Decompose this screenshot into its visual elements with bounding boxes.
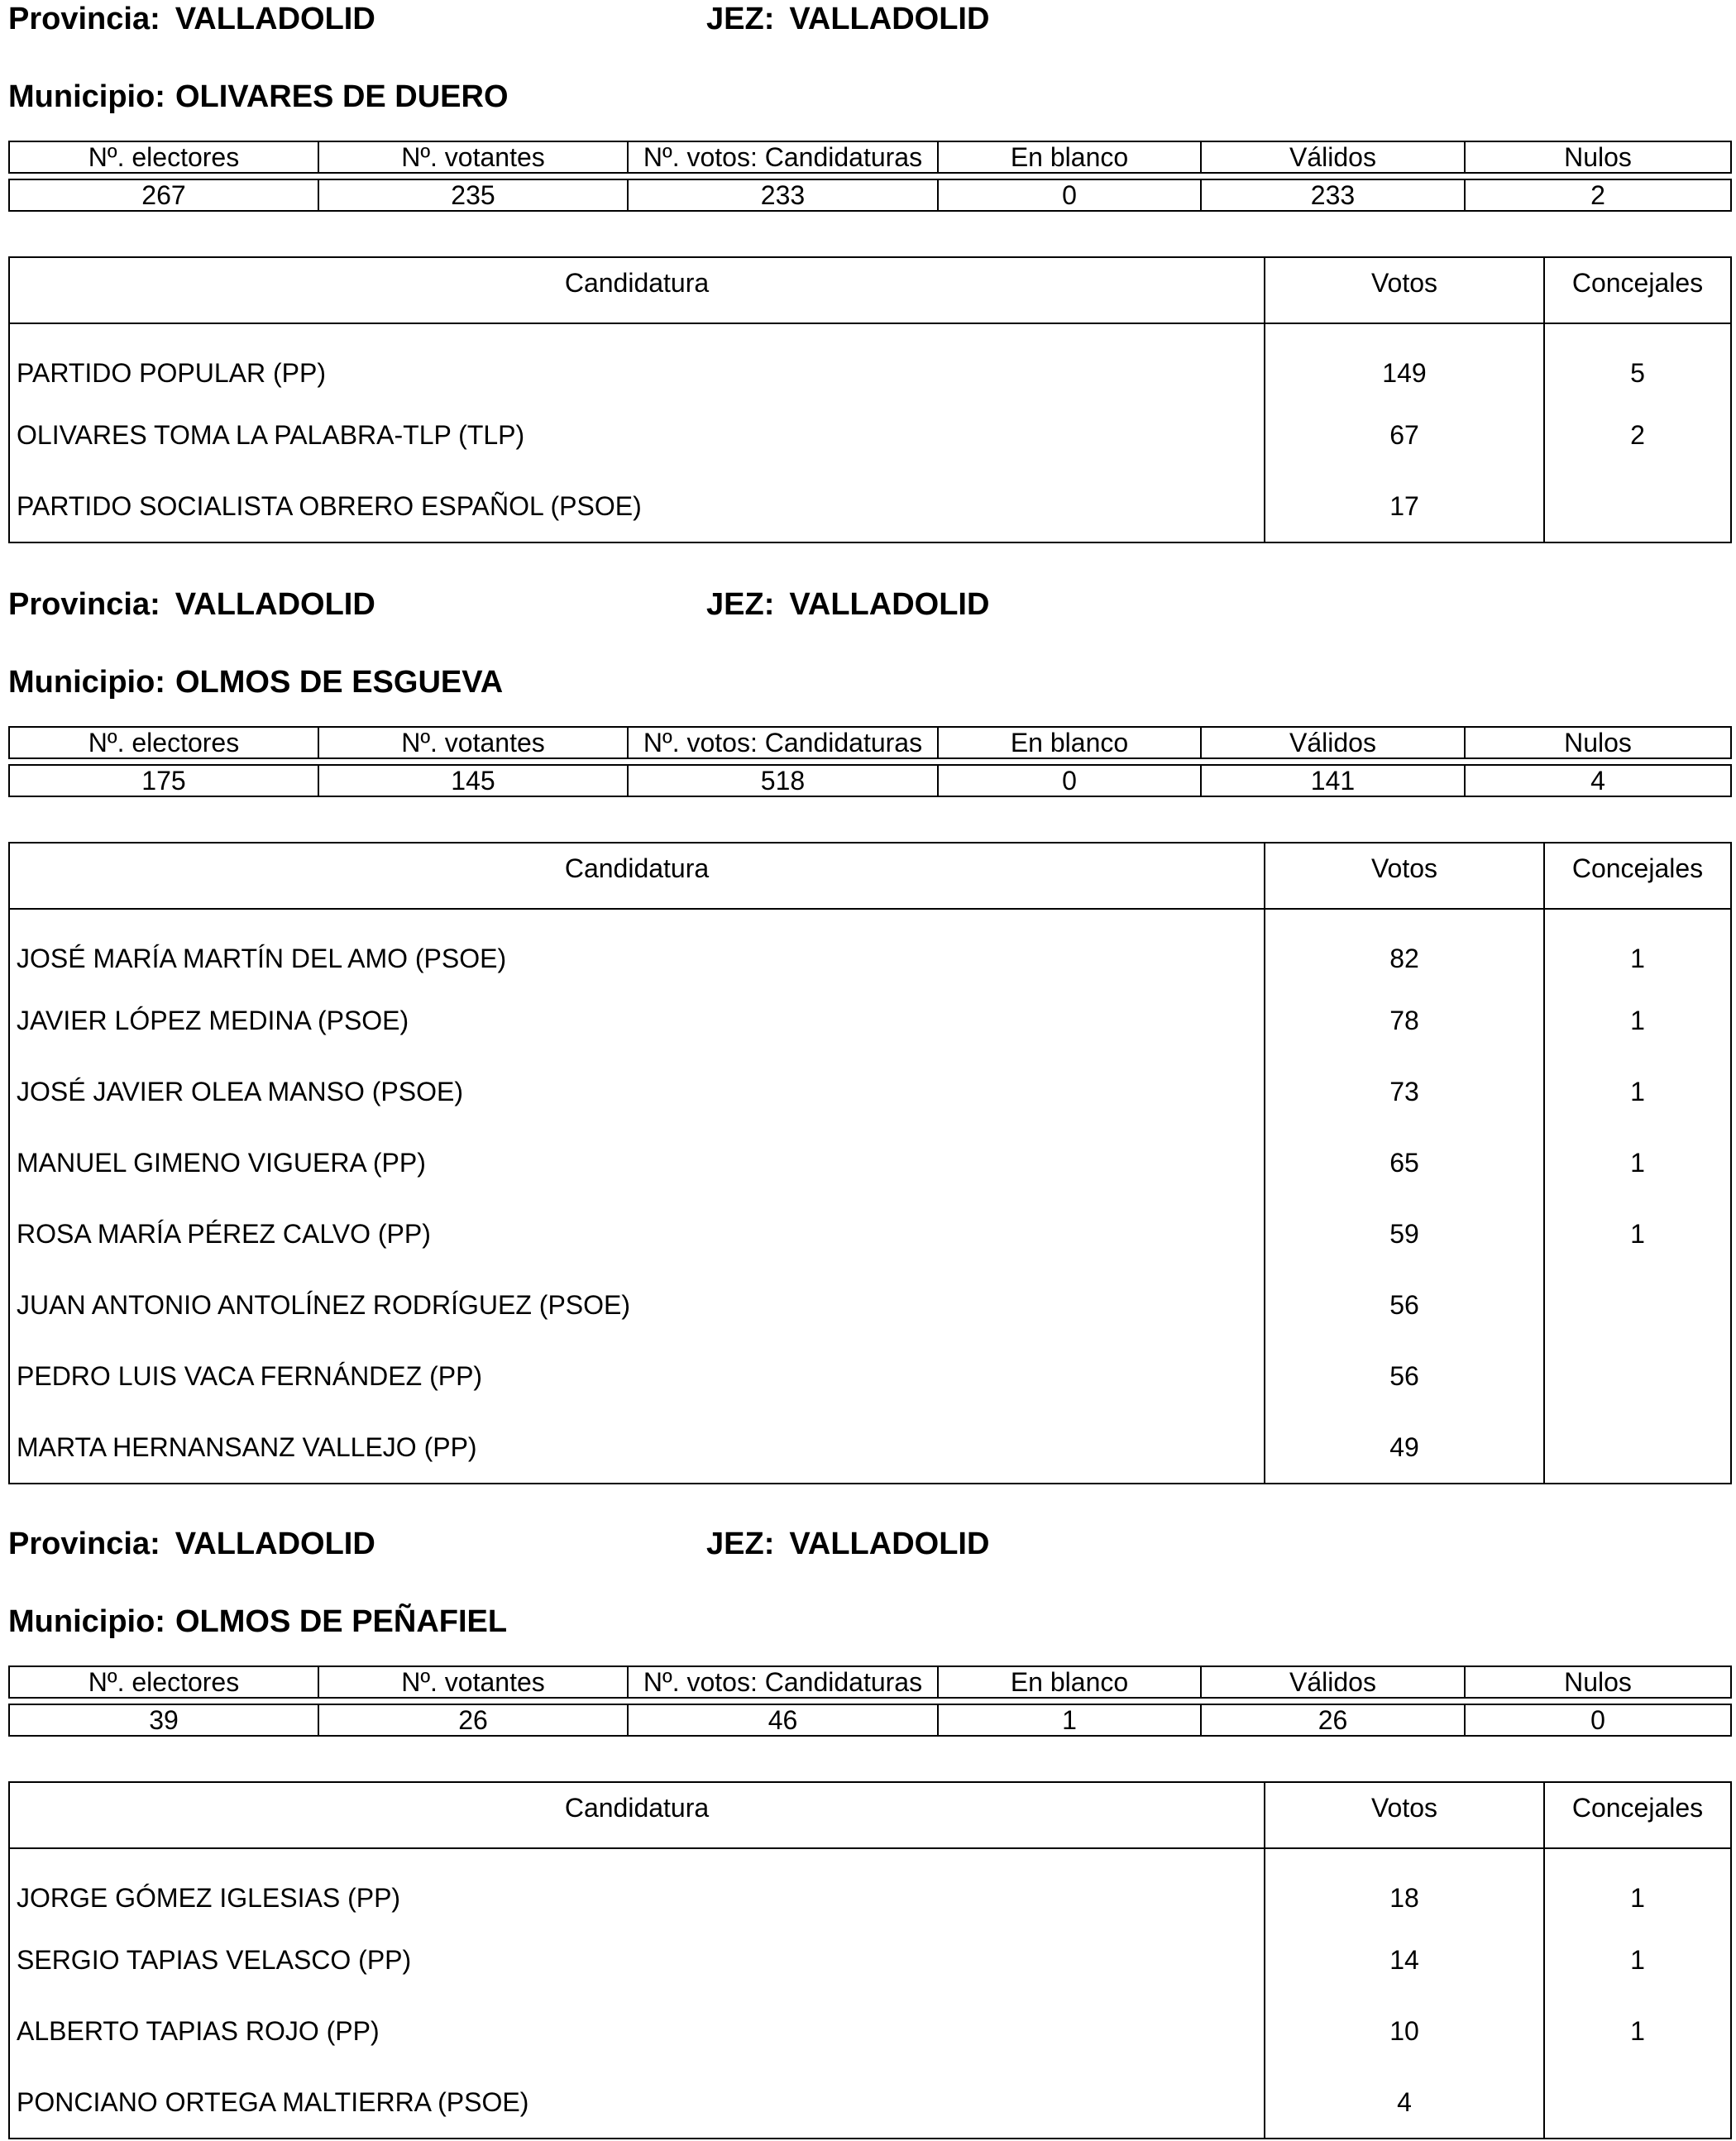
stats-header-cell: Nº. votantes [318, 727, 628, 758]
gap-cell [318, 1698, 628, 1704]
stats-value-cell: 26 [318, 1704, 628, 1736]
gap-cell [9, 758, 318, 765]
candidate-concejales: 5 [1544, 323, 1731, 399]
jez-heading [706, 3, 989, 35]
candidate-concejales [1544, 1412, 1731, 1484]
stats-gap [9, 173, 1731, 179]
gap-cell [1465, 173, 1731, 179]
candidate-name: JORGE GÓMEZ IGLESIAS (PP) [9, 1848, 1265, 1924]
provincia-label: Provincia: [8, 587, 160, 622]
stats-value-cell: 145 [318, 765, 628, 796]
candidates-header-cell: Candidatura [9, 1782, 1265, 1848]
candidate-votos: 82 [1265, 909, 1544, 985]
stats-value-cell: 4 [1465, 765, 1731, 796]
gap-cell [628, 1698, 938, 1704]
candidate-votos: 49 [1265, 1412, 1544, 1484]
candidate-name: OLIVARES TOMA LA PALABRA-TLP (TLP) [9, 399, 1265, 471]
candidate-concejales: 1 [1544, 1198, 1731, 1269]
candidates-table [8, 1781, 1732, 2139]
candidates-table [8, 842, 1732, 1484]
candidate-concejales [1544, 2067, 1731, 2139]
municipio-value: OLMOS DE PEÑAFIEL [175, 1604, 508, 1639]
stats-header-cell: Nº. electores [9, 1666, 318, 1698]
candidate-concejales [1544, 1341, 1731, 1412]
stats-header-cell: Nº. votos: Candidaturas [628, 727, 938, 758]
jez-label: JEZ: [706, 1527, 775, 1561]
candidate-row [9, 1412, 1731, 1484]
gap-cell [1201, 758, 1465, 765]
stats-value-cell: 0 [1465, 1704, 1731, 1736]
candidate-name: ALBERTO TAPIAS ROJO (PP) [9, 1995, 1265, 2067]
candidate-votos: 56 [1265, 1341, 1544, 1412]
stats-header-cell: Nº. votantes [318, 141, 628, 173]
candidate-name: MANUEL GIMENO VIGUERA (PP) [9, 1127, 1265, 1198]
stats-gap [9, 758, 1731, 765]
provincia-value: VALLADOLID [175, 2, 375, 36]
candidate-name: PARTIDO SOCIALISTA OBRERO ESPAÑOL (PSOE) [9, 471, 1265, 542]
candidate-row [9, 1269, 1731, 1341]
stats-header-row [9, 1666, 1731, 1698]
candidate-votos: 73 [1265, 1056, 1544, 1127]
municipio-value: OLIVARES DE DUERO [175, 79, 509, 114]
municipio-label: Municipio: [8, 1604, 165, 1639]
stats-header-row [9, 727, 1731, 758]
jez-value: VALLADOLID [789, 1527, 990, 1561]
municipio-value: OLMOS DE ESGUEVA [175, 665, 504, 700]
candidates-header-cell: Concejales [1544, 843, 1731, 909]
candidate-row [9, 1198, 1731, 1269]
candidate-name: JOSÉ JAVIER OLEA MANSO (PSOE) [9, 1056, 1265, 1127]
municipio-heading [8, 1606, 507, 1637]
gap-cell [318, 173, 628, 179]
candidate-votos: 78 [1265, 985, 1544, 1056]
candidate-name: ROSA MARÍA PÉREZ CALVO (PP) [9, 1198, 1265, 1269]
candidate-name: JAVIER LÓPEZ MEDINA (PSOE) [9, 985, 1265, 1056]
stats-value-row [9, 179, 1731, 211]
gap-cell [9, 173, 318, 179]
municipio-label: Municipio: [8, 665, 165, 700]
candidate-votos: 4 [1265, 2067, 1544, 2139]
candidate-votos: 56 [1265, 1269, 1544, 1341]
stats-value-cell: 233 [628, 179, 938, 211]
municipio-heading [8, 81, 509, 112]
candidate-votos: 59 [1265, 1198, 1544, 1269]
jez-value: VALLADOLID [789, 587, 990, 622]
stats-header-cell: En blanco [938, 141, 1201, 173]
jez-value: VALLADOLID [789, 2, 990, 36]
jez-label: JEZ: [706, 587, 775, 622]
stats-header-cell: Válidos [1201, 1666, 1465, 1698]
candidate-votos: 18 [1265, 1848, 1544, 1924]
candidate-name: SERGIO TAPIAS VELASCO (PP) [9, 1924, 1265, 1995]
stats-header-cell: Nº. votantes [318, 1666, 628, 1698]
candidate-row [9, 985, 1731, 1056]
candidate-concejales: 1 [1544, 985, 1731, 1056]
gap-cell [1201, 1698, 1465, 1704]
stats-header-cell: Válidos [1201, 141, 1465, 173]
stats-table [8, 1665, 1732, 1737]
municipio-section [8, 585, 1730, 1462]
municipio-label: Municipio: [8, 79, 165, 114]
candidates-header-cell: Concejales [1544, 1782, 1731, 1848]
stats-header-cell: En blanco [938, 1666, 1201, 1698]
municipio-section [8, 0, 1730, 579]
stats-header-cell: Nulos [1465, 141, 1731, 173]
stats-header-cell: Nº. votos: Candidaturas [628, 141, 938, 173]
candidate-votos: 10 [1265, 1995, 1544, 2067]
candidate-concejales: 1 [1544, 1127, 1731, 1198]
candidate-concejales: 1 [1544, 1848, 1731, 1924]
candidate-name: PEDRO LUIS VACA FERNÁNDEZ (PP) [9, 1341, 1265, 1412]
jez-heading [706, 1528, 989, 1560]
candidate-row [9, 323, 1731, 399]
candidate-votos: 149 [1265, 323, 1544, 399]
candidate-concejales [1544, 1269, 1731, 1341]
candidate-row [9, 471, 1731, 542]
provincia-heading [8, 589, 375, 620]
candidate-concejales: 1 [1544, 909, 1731, 985]
candidate-name: PARTIDO POPULAR (PP) [9, 323, 1265, 399]
candidate-concejales: 2 [1544, 399, 1731, 471]
stats-value-cell: 1 [938, 1704, 1201, 1736]
stats-value-cell: 233 [1201, 179, 1465, 211]
stats-header-cell: Nulos [1465, 1666, 1731, 1698]
stats-value-cell: 141 [1201, 765, 1465, 796]
candidates-header-row [9, 843, 1731, 909]
gap-cell [1201, 173, 1465, 179]
stats-header-cell: Nulos [1465, 727, 1731, 758]
candidates-header-row [9, 1782, 1731, 1848]
gap-cell [938, 173, 1201, 179]
stats-value-cell: 39 [9, 1704, 318, 1736]
stats-header-cell: Válidos [1201, 727, 1465, 758]
stats-value-cell: 175 [9, 765, 318, 796]
candidate-votos: 67 [1265, 399, 1544, 471]
stats-table [8, 141, 1732, 212]
gap-cell [1465, 758, 1731, 765]
stats-value-cell: 267 [9, 179, 318, 211]
gap-cell [1465, 1698, 1731, 1704]
candidate-concejales [1544, 471, 1731, 542]
stats-value-cell: 46 [628, 1704, 938, 1736]
candidate-row [9, 1341, 1731, 1412]
candidate-row [9, 1056, 1731, 1127]
provincia-label: Provincia: [8, 1527, 160, 1561]
candidate-row [9, 399, 1731, 471]
gap-cell [318, 758, 628, 765]
provincia-heading [8, 1528, 375, 1560]
stats-gap [9, 1698, 1731, 1704]
candidate-name: PONCIANO ORTEGA MALTIERRA (PSOE) [9, 2067, 1265, 2139]
stats-header-cell: En blanco [938, 727, 1201, 758]
gap-cell [9, 1698, 318, 1704]
candidate-concejales: 1 [1544, 1995, 1731, 2067]
municipio-section [8, 1525, 1730, 2117]
candidates-header-row [9, 257, 1731, 323]
stats-value-cell: 26 [1201, 1704, 1465, 1736]
candidate-concejales: 1 [1544, 1056, 1731, 1127]
candidate-concejales: 1 [1544, 1924, 1731, 1995]
gap-cell [628, 758, 938, 765]
provincia-value: VALLADOLID [175, 587, 375, 622]
candidates-header-cell: Votos [1265, 843, 1544, 909]
candidate-name: MARTA HERNANSANZ VALLEJO (PP) [9, 1412, 1265, 1484]
provincia-heading [8, 3, 375, 35]
candidate-name: JUAN ANTONIO ANTOLÍNEZ RODRÍGUEZ (PSOE) [9, 1269, 1265, 1341]
candidate-row [9, 1995, 1731, 2067]
stats-value-cell: 2 [1465, 179, 1731, 211]
gap-cell [628, 173, 938, 179]
candidates-header-cell: Concejales [1544, 257, 1731, 323]
stats-value-cell: 518 [628, 765, 938, 796]
stats-header-cell: Nº. electores [9, 141, 318, 173]
gap-cell [938, 758, 1201, 765]
candidate-row [9, 909, 1731, 985]
candidates-header-cell: Candidatura [9, 843, 1265, 909]
stats-header-cell: Nº. electores [9, 727, 318, 758]
candidate-votos: 14 [1265, 1924, 1544, 1995]
candidate-votos: 17 [1265, 471, 1544, 542]
municipio-heading [8, 667, 503, 698]
provincia-label: Provincia: [8, 2, 160, 36]
candidate-row [9, 1848, 1731, 1924]
stats-value-cell: 0 [938, 765, 1201, 796]
candidates-header-cell: Candidatura [9, 257, 1265, 323]
candidates-header-cell: Votos [1265, 1782, 1544, 1848]
candidates-header-cell: Votos [1265, 257, 1544, 323]
stats-value-cell: 0 [938, 179, 1201, 211]
candidate-votos: 65 [1265, 1127, 1544, 1198]
gap-cell [938, 1698, 1201, 1704]
candidate-row [9, 2067, 1731, 2139]
stats-value-row [9, 765, 1731, 796]
stats-header-cell: Nº. votos: Candidaturas [628, 1666, 938, 1698]
stats-value-cell: 235 [318, 179, 628, 211]
candidates-table [8, 256, 1732, 543]
candidate-row [9, 1127, 1731, 1198]
stats-table [8, 726, 1732, 797]
provincia-value: VALLADOLID [175, 1527, 375, 1561]
jez-label: JEZ: [706, 2, 775, 36]
stats-value-row [9, 1704, 1731, 1736]
candidate-name: JOSÉ MARÍA MARTÍN DEL AMO (PSOE) [9, 909, 1265, 985]
candidate-row [9, 1924, 1731, 1995]
jez-heading [706, 589, 989, 620]
stats-header-row [9, 141, 1731, 173]
